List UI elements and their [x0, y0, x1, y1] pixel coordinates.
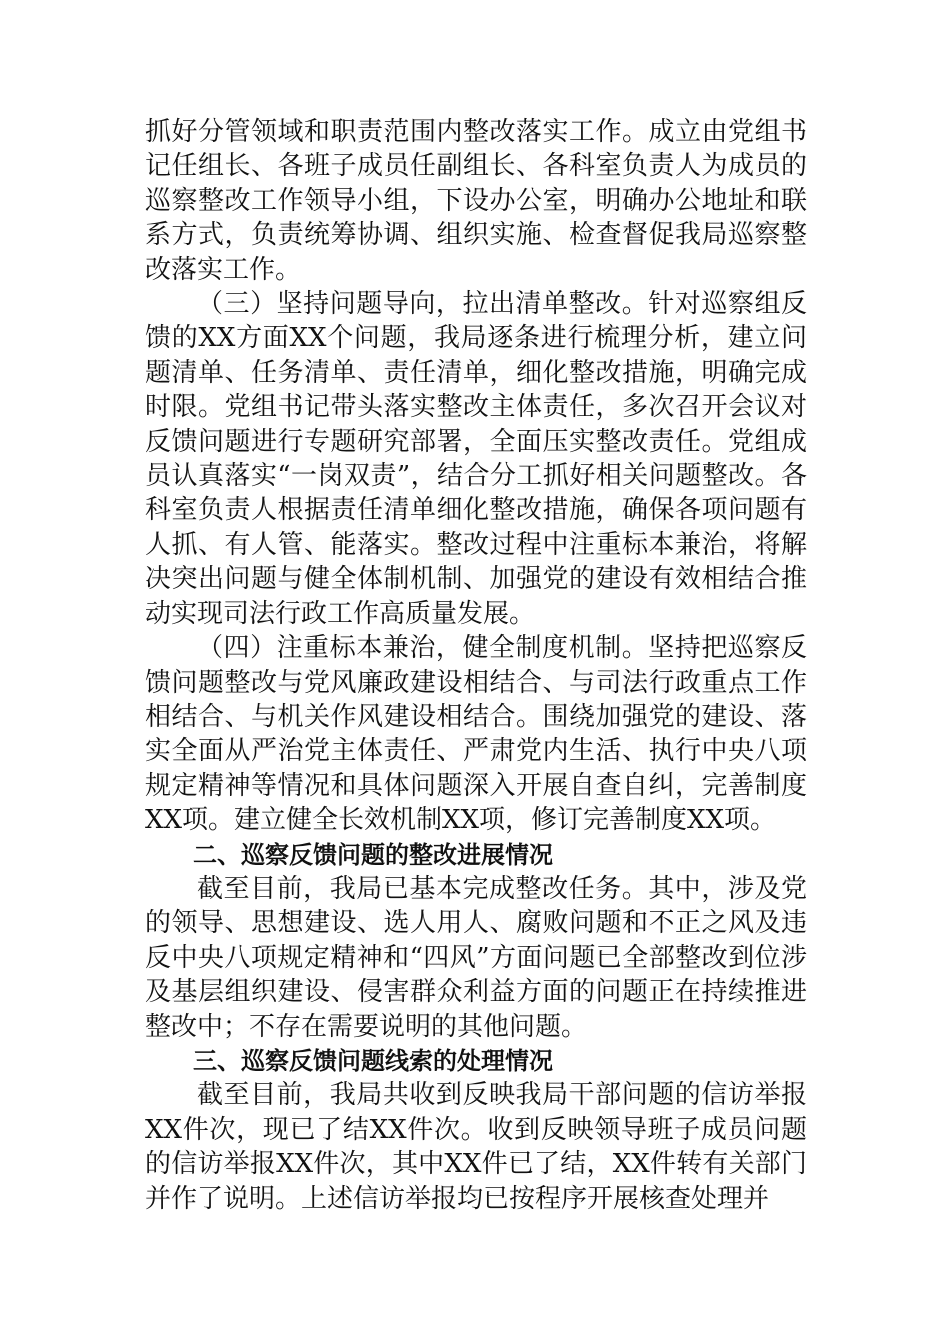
- paragraph-leading-group: 抓好分管领域和职责范围内整改落实工作。成立由党组书记任组长、各班子成员任副组长、各科室负责人为成员的巡察整改工作领导小组，下设办公室，明确办公地址和联系方式，负责统筹协调、组织实施、检查督促我局巡察整改落实工作。: [145, 117, 807, 285]
- paragraph-clues: 截至目前，我局共收到反映我局干部问题的信访举报XX件次，现已了结XX件次。收到反映领导班子成员问题的信访举报XX件次，其中XX件已了结，XX件转有关部门并作了说明。上述信访举报均已按程序开展核查处理并: [145, 1080, 807, 1214]
- section-heading-progress: 二、巡察反馈问题的整改进展情况: [193, 840, 553, 869]
- paragraph-system-mechanism: （四）注重标本兼治，健全制度机制。坚持把巡察反馈问题整改与党风廉政建设相结合、与司法行政重点工作相结合、与机关作风建设相结合。围绕加强党的建设、落实全面从严治党主体责任、严肃党内生活、执行中央八项规定精神等情况和具体问题深入开展自查自纠，完善制度XX项。建立健全长效机制XX项，修订完善制度XX项。: [145, 633, 807, 836]
- paragraph-problem-list: （三）坚持问题导向，拉出清单整改。针对巡察组反馈的XX方面XX个问题，我局逐条进行梳理分析，建立问题清单、任务清单、责任清单，细化整改措施，明确完成时限。党组书记带头落实整改主体责任，多次召开会议对反馈问题进行专题研究部署，全面压实整改责任。党组成员认真落实“一岗双责”，结合分工抓好相关问题整改。各科室负责人根据责任清单细化整改措施，确保各项问题有人抓、有人管、能落实。整改过程中注重标本兼治，将解决突出问题与健全体制机制、加强党的建设有效相结合推动实现司法行政工作高质量发展。: [145, 289, 807, 629]
- document-page: [145, 115, 807, 1216]
- paragraph-progress: 截至目前，我局已基本完成整改任务。其中，涉及党的领导、思想建设、选人用人、腐败问题和不正之风及违反中央八项规定精神和“四风”方面问题已全部整改到位涉及基层组织建设、侵害群众利益方面的问题正在持续推进整改中；不存在需要说明的其他问题。: [145, 873, 807, 1042]
- section-heading-clues: 三、巡察反馈问题线索的处理情况: [193, 1046, 553, 1075]
